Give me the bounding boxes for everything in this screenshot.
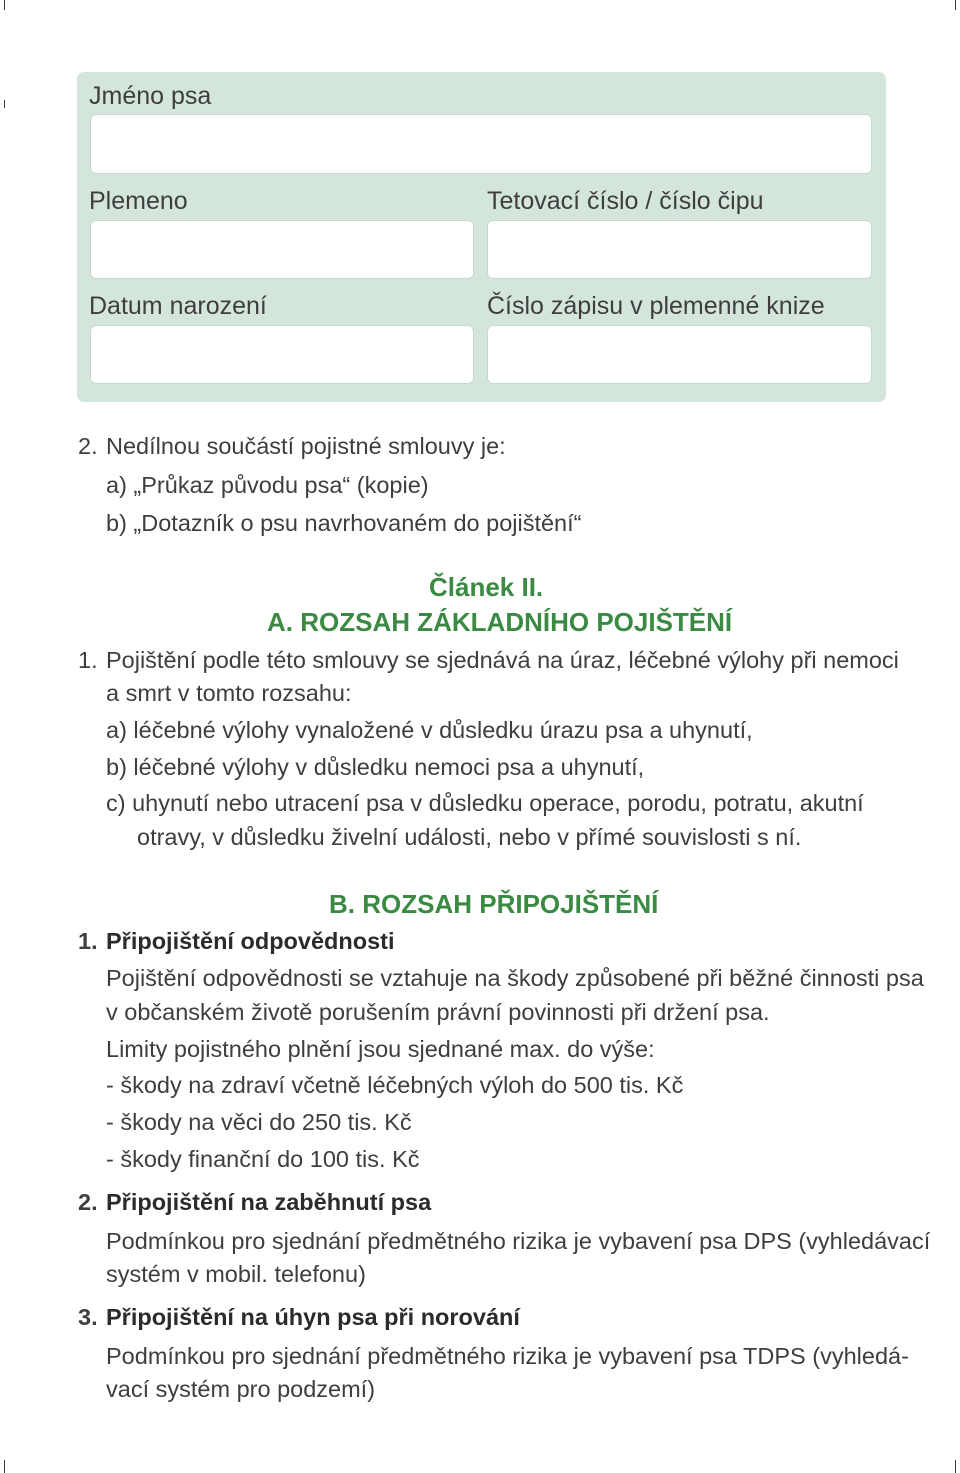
b3-number: 3. — [78, 1304, 98, 1330]
dog-name-field[interactable] — [90, 114, 872, 174]
a1-line-2: a smrt v tomto rozsahu: — [106, 680, 352, 706]
b1-line-3: Limity pojistného plnění jsou sjednané max. do výše: — [106, 1036, 655, 1062]
a1-item-c-line-2: otravy, v důsledku živelní události, nebo v přímé souvislosti s ní. — [137, 824, 802, 850]
b3-title: Připojištění na úhyn psa při norování — [106, 1304, 520, 1330]
crop-mark — [955, 1460, 956, 1473]
tattoo-chip-label: Tetovací číslo / číslo čipu — [487, 187, 764, 215]
section-2-item-a: a) „Průkaz původu psa“ (kopie) — [106, 472, 429, 498]
a1-item-c-line-1: c) uhynutí nebo utracení psa v důsledku operace, porodu, potratu, akutní — [106, 790, 864, 816]
heading-b: B. ROZSAH PŘIPOJIŠTĚNÍ — [329, 889, 659, 919]
b2-line-1: Podmínkou pro sjednání předmětného rizika je vybavení psa DPS (vyhledávací — [106, 1228, 931, 1254]
a1-line-1: Pojištění podle této smlouvy se sjednává na úraz, léčebné výlohy při nemoci — [106, 647, 899, 673]
dog-name-label: Jméno psa — [89, 82, 212, 110]
b1-line-1: Pojištění odpovědnosti se vztahuje na škody způsobené při běžné činnosti psa — [106, 965, 924, 991]
dog-info-form — [77, 72, 886, 402]
section-2-item-b: b) „Dotazník o psu navrhovaném do pojištění“ — [106, 510, 582, 536]
b1-limit-1: - škody na zdraví včetně léčebných výloh do 500 tis. Kč — [106, 1072, 684, 1098]
birth-date-label: Datum narození — [89, 292, 267, 320]
b1-line-2: v občanském životě porušením právní povinnosti při držení psa. — [106, 999, 770, 1025]
crop-mark — [4, 100, 5, 108]
article-title: Článek II. — [429, 572, 544, 602]
crop-mark — [4, 0, 5, 10]
crop-mark — [955, 0, 956, 10]
tattoo-chip-field[interactable] — [487, 220, 872, 279]
b1-title: Připojištění odpovědnosti — [106, 928, 395, 954]
crop-mark — [4, 1460, 5, 1473]
studbook-label: Číslo zápisu v plemenné knize — [487, 292, 825, 320]
a1-item-a: a) léčebné výlohy vynaložené v důsledku úrazu psa a uhynutí, — [106, 717, 753, 743]
b3-line-2: vací systém pro podzemí) — [106, 1376, 376, 1402]
b2-title: Připojištění na zaběhnutí psa — [106, 1189, 432, 1215]
b3-line-1: Podmínkou pro sjednání předmětného rizika je vybavení psa TDPS (vyhledá- — [106, 1343, 909, 1369]
a1-item-b: b) léčebné výlohy v důsledku nemoci psa a uhynutí, — [106, 754, 645, 780]
section-2-number: 2. — [78, 433, 98, 459]
section-2-intro: Nedílnou součástí pojistné smlouvy je: — [106, 433, 506, 459]
a1-number: 1. — [78, 647, 98, 673]
b1-number: 1. — [78, 928, 98, 954]
b2-number: 2. — [78, 1189, 98, 1215]
breed-field[interactable] — [90, 220, 474, 279]
breed-label: Plemeno — [89, 187, 188, 215]
b2-line-2: systém v mobil. telefonu) — [106, 1261, 366, 1287]
b1-limit-2: - škody na věci do 250 tis. Kč — [106, 1109, 412, 1135]
studbook-field[interactable] — [487, 325, 872, 384]
birth-date-field[interactable] — [90, 325, 474, 384]
heading-a: A. ROZSAH ZÁKLADNÍHO POJIŠTĚNÍ — [267, 607, 733, 637]
b1-limit-3: - škody finanční do 100 tis. Kč — [106, 1146, 420, 1172]
